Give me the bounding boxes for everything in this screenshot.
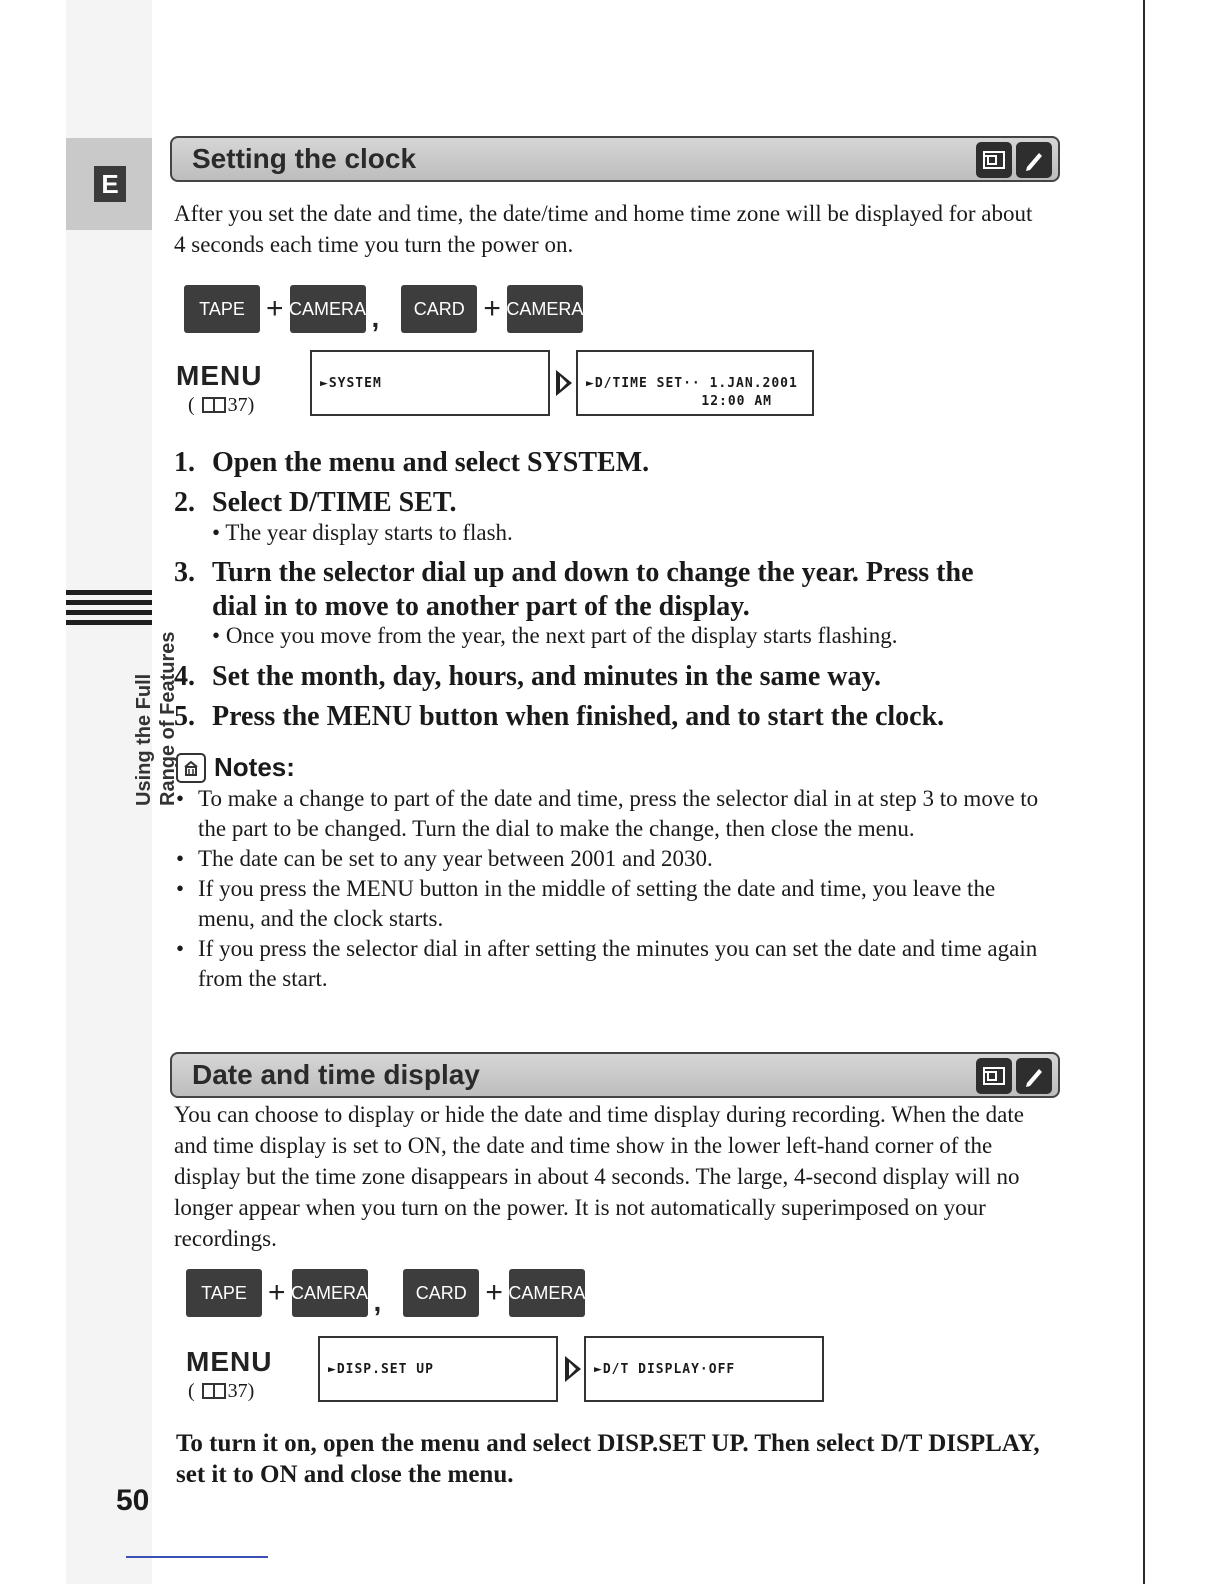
card-mode-icon (1016, 142, 1052, 178)
menu-label: MENU (176, 360, 263, 391)
step-number: 4. (174, 661, 195, 692)
lcd-text: ►DISP.SET UP (328, 1362, 434, 1377)
lcd-menu-dtime (576, 350, 814, 416)
comma-separator: , (373, 1286, 382, 1317)
bottom-rule (126, 1556, 268, 1558)
lcd-text: ►D/TIME SET·· 1.JAN.2001 (586, 376, 798, 391)
lcd-menu-disp-setup (318, 1336, 558, 1402)
page-number: 50 (116, 1484, 150, 1517)
lcd-text: 12:00 AM (701, 394, 772, 409)
step-number: 2. (174, 487, 195, 518)
step-text-continued: dial in to move to another part of the display. (212, 591, 750, 622)
arrow-right-icon (563, 1354, 583, 1384)
bullet-text: Once you move from the year, the next part of the display starts flashing. (225, 623, 898, 648)
step-number: 5. (174, 701, 195, 732)
step-text: Select D/TIME SET. (212, 487, 457, 518)
right-edge-rule (1143, 0, 1145, 1584)
section-title: Date and time display (192, 1059, 480, 1090)
camera-mode-button: CAMERA (509, 1269, 585, 1317)
section-title: Setting the clock (192, 143, 417, 174)
plus-sign: + (485, 1276, 503, 1309)
ref-open-paren: ( (188, 394, 195, 416)
camera-mode-button: CAMERA (292, 1269, 368, 1317)
section-header-setting-clock (170, 136, 1060, 182)
mode-row-1 (184, 284, 583, 334)
turn-on-instruction: To turn it on, open the menu and select DISP.SET UP. Then select D/T DISPLAY, set it to ON and close the menu. (176, 1430, 1040, 1488)
step-3-note: • Once you move from the year, the next part of the display starts flashing. (212, 623, 898, 648)
notes-heading (176, 752, 295, 783)
step-number: 3. (174, 557, 195, 588)
mode-row-2 (186, 1268, 585, 1318)
note-item: • The date can be set to any year between 2001 and 2030. (174, 844, 1054, 874)
notes-list (174, 784, 1054, 994)
plus-sign: + (266, 292, 284, 325)
tape-mode-icon (976, 1058, 1012, 1094)
step-4 (174, 660, 881, 694)
arrow-right-icon (554, 368, 574, 398)
book-icon (202, 1383, 226, 1399)
camera-mode-button: CAMERA (290, 285, 366, 333)
chapter-side-label (132, 606, 180, 806)
language-tab-letter: E (94, 166, 126, 202)
notes-icon (176, 753, 206, 783)
menu-label: MENU (186, 1346, 273, 1377)
card-mode-icon (1016, 1058, 1052, 1094)
step-text: Set the month, day, hours, and minutes in the same way. (212, 661, 881, 692)
comma-separator: , (371, 302, 380, 333)
step-1 (174, 446, 649, 480)
card-mode-button: CARD (401, 285, 477, 333)
menu-reference-2 (186, 1346, 272, 1403)
card-mode-button: CARD (403, 1269, 479, 1317)
step-3 (174, 556, 974, 624)
lcd-menu-system (310, 350, 550, 416)
note-item: • If you press the selector dial in after setting the minutes you can set the date and time again from the start. (174, 934, 1054, 994)
notes-title: Notes: (214, 752, 295, 782)
chapter-label-line1: Using the Full (133, 673, 155, 806)
section1-intro: After you set the date and time, the date/time and home time zone will be displayed for about 4 seconds each time you turn the power on. (174, 201, 1033, 257)
lcd-text: ►D/T DISPLAY·OFF (594, 1362, 736, 1377)
lcd-text: ►SYSTEM (320, 376, 382, 391)
ref-page: 37) (227, 394, 255, 416)
step-5 (174, 700, 944, 734)
step-text: Turn the selector dial up and down to change the year. Press the (212, 557, 974, 588)
tape-mode-button: TAPE (184, 285, 260, 333)
step-text: Open the menu and select SYSTEM. (212, 447, 650, 478)
step-2 (174, 486, 456, 520)
plus-sign: + (268, 1276, 286, 1309)
section2-intro: You can choose to display or hide the date and time display during recording. When the date and time display is set to ON, the date and time show in the lower left-hand corner of the display but the time zone disappears in about 4 seconds. The large, 4-second display will no longer appear when you turn on the power. It is not automatically superimposed on your recordings. (174, 1102, 1024, 1251)
step-2-note: • The year display starts to flash. (212, 520, 513, 545)
tape-mode-button: TAPE (186, 1269, 262, 1317)
note-item: • If you press the MENU button in the middle of setting the date and time, you leave the menu, and the clock starts. (174, 874, 1054, 934)
chapter-label-line2: Range of Features (157, 631, 179, 806)
lcd-menu-dt-display (584, 1336, 824, 1402)
page-reference (188, 1380, 272, 1403)
ref-open-paren: ( (188, 1380, 195, 1402)
ref-page: 37) (227, 1380, 255, 1402)
tape-mode-icon (976, 142, 1012, 178)
book-icon (202, 397, 226, 413)
step-text: Press the MENU button when finished, and to start the clock. (212, 701, 945, 732)
menu-reference-1 (176, 360, 262, 417)
page-reference (188, 394, 262, 417)
camera-mode-button: CAMERA (507, 285, 583, 333)
section-header-date-time-display (170, 1052, 1060, 1098)
step-number: 1. (174, 447, 195, 478)
note-item: • To make a change to part of the date and time, press the selector dial in at step 3 to move to the part to be changed. Turn the dial to make the change, then close the menu. (174, 784, 1054, 844)
bullet-text: The year display starts to flash. (225, 520, 513, 545)
plus-sign: + (483, 292, 501, 325)
